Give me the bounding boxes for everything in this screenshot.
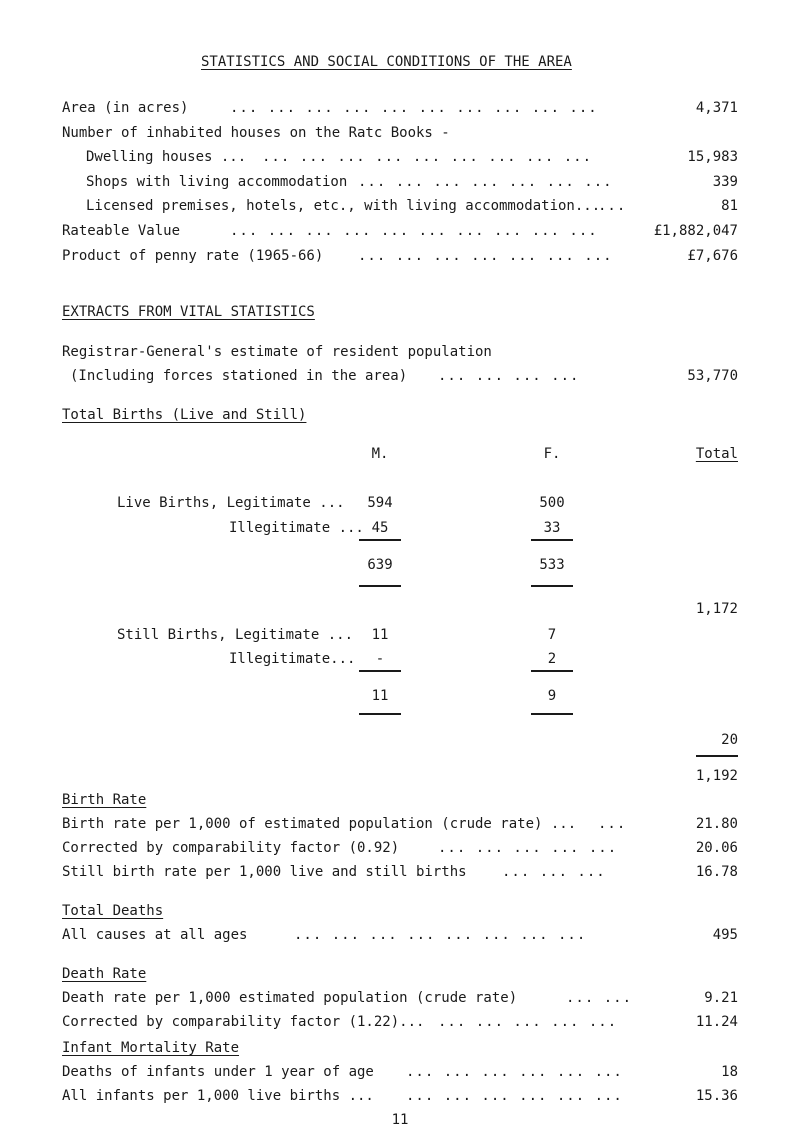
- registrar-estimate-value: 53,770: [687, 368, 738, 384]
- leader-dots: ... ... ... ... ... ... ... ... ... ...: [230, 223, 598, 239]
- subtotal-rule: [359, 670, 401, 672]
- leader-dots: ... ... ... ... ... ... ... ... ...: [262, 149, 593, 165]
- still-illegit-male: -: [375, 651, 385, 667]
- subtotal-rule: [531, 539, 573, 541]
- area-value: 4,371: [695, 100, 738, 116]
- live-births-illegitimate-label: Illegitimate ...: [229, 520, 364, 536]
- birth-rate-corrected-label: Corrected by comparability factor (0.92): [62, 840, 400, 856]
- live-births-legitimate-label: Live Births, Legitimate ...: [117, 495, 345, 511]
- infant-rate-value: 15.36: [695, 1088, 738, 1104]
- still-subtotal-male: 11: [371, 688, 389, 704]
- dwelling-houses-value: 15,983: [687, 149, 738, 165]
- birth-rate-corrected-value: 20.06: [695, 840, 738, 856]
- death-rate-corrected-label: Corrected by comparability factor (1.22)...: [62, 1014, 425, 1030]
- rateable-value: £1,882,047: [653, 223, 738, 239]
- registrar-estimate-sublabel: (Including forces stationed in the area): [70, 368, 408, 384]
- leader-dots: ... ... ... ... ... ... ...: [358, 174, 613, 190]
- inhabited-houses-label: Number of inhabited houses on the Ratc Books -: [62, 125, 450, 141]
- rateable-value-label: Rateable Value: [62, 223, 181, 239]
- subtotal-rule: [359, 539, 401, 541]
- column-header-male: M.: [371, 446, 389, 462]
- leader-dots: ... ... ... ... ... ... ... ...: [294, 927, 587, 943]
- infant-mortality-heading: Infant Mortality Rate: [62, 1040, 240, 1056]
- death-rate-crude-label: Death rate per 1,000 estimated population (crude rate): [62, 990, 518, 1006]
- still-birth-rate-value: 16.78: [695, 864, 738, 880]
- birth-rate-heading: Birth Rate: [62, 792, 147, 808]
- licensed-premises-label: Licensed premises, hotels, etc., with living accommodation...: [86, 198, 601, 214]
- all-causes-label: All causes at all ages: [62, 927, 248, 943]
- live-illegit-female: 33: [543, 520, 561, 536]
- live-subtotal-male: 639: [367, 557, 393, 573]
- total-births-heading: Total Births (Live and Still): [62, 407, 307, 423]
- penny-rate-label: Product of penny rate (1965-66): [62, 248, 324, 264]
- leader-dots: ... ... ... ... ...: [438, 1014, 618, 1030]
- infant-deaths-value: 18: [721, 1064, 738, 1080]
- leader-dots: ... ... ...: [502, 864, 606, 880]
- death-rate-heading: Death Rate: [62, 966, 147, 982]
- still-births-illegitimate-label: Illegitimate...: [229, 651, 356, 667]
- column-header-total: Total: [695, 446, 738, 462]
- page-number: 11: [391, 1112, 409, 1128]
- infant-deaths-label: Deaths of infants under 1 year of age: [62, 1064, 374, 1080]
- vital-statistics-heading: EXTRACTS FROM VITAL STATISTICS: [62, 304, 315, 320]
- subtotal-rule: [359, 585, 401, 587]
- still-births-legitimate-label: Still Births, Legitimate ...: [117, 627, 354, 643]
- total-deaths-heading: Total Deaths: [62, 903, 164, 919]
- leader-dots: ... ... ... ...: [438, 368, 580, 384]
- penny-rate-value: £7,676: [687, 248, 738, 264]
- all-causes-value: 495: [712, 927, 738, 943]
- still-illegit-female: 2: [547, 651, 557, 667]
- subtotal-rule: [531, 713, 573, 715]
- leader-dots: ... ... ... ... ... ...: [406, 1088, 623, 1104]
- column-header-female: F.: [543, 446, 561, 462]
- still-birth-rate-label: Still birth rate per 1,000 live and still births: [62, 864, 467, 880]
- leader-dots: ... ... ... ... ... ... ...: [358, 248, 613, 264]
- shops-label: Shops with living accommodation: [86, 174, 348, 190]
- leader-dots: ...: [598, 816, 627, 832]
- leader-dots: ... ... ... ... ... ... ... ... ... ...: [230, 100, 598, 116]
- grand-total: 1,192: [695, 768, 738, 784]
- dwelling-houses-label: Dwelling houses ...: [86, 149, 247, 165]
- death-rate-crude-value: 9.21: [704, 990, 738, 1006]
- shops-value: 339: [712, 174, 738, 190]
- still-births-total: 20: [721, 732, 738, 748]
- live-legit-male: 594: [367, 495, 393, 511]
- death-rate-corrected-value: 11.24: [695, 1014, 738, 1030]
- birth-rate-crude-value: 21.80: [695, 816, 738, 832]
- subtotal-rule: [359, 713, 401, 715]
- still-legit-female: 7: [547, 627, 557, 643]
- still-legit-male: 11: [371, 627, 389, 643]
- still-subtotal-female: 9: [547, 688, 557, 704]
- grand-total-rule: [696, 755, 738, 757]
- infant-rate-label: All infants per 1,000 live births ...: [62, 1088, 374, 1104]
- live-legit-female: 500: [539, 495, 565, 511]
- leader-dots: ... ...: [566, 990, 633, 1006]
- subtotal-rule: [531, 670, 573, 672]
- live-births-total: 1,172: [695, 601, 738, 617]
- subtotal-rule: [531, 585, 573, 587]
- leader-dots: ... ... ... ... ...: [438, 840, 618, 856]
- birth-rate-crude-label: Birth rate per 1,000 of estimated population (crude rate) ...: [62, 816, 577, 832]
- registrar-estimate-label: Registrar-General's estimate of resident population: [62, 344, 492, 360]
- licensed-premises-value: 81: [721, 198, 738, 214]
- page-title: STATISTICS AND SOCIAL CONDITIONS OF THE AREA: [201, 54, 572, 70]
- live-subtotal-female: 533: [539, 557, 565, 573]
- area-label: Area (in acres): [62, 100, 189, 116]
- live-illegit-male: 45: [371, 520, 389, 536]
- leader-dots: ...: [598, 198, 627, 214]
- leader-dots: ... ... ... ... ... ...: [406, 1064, 623, 1080]
